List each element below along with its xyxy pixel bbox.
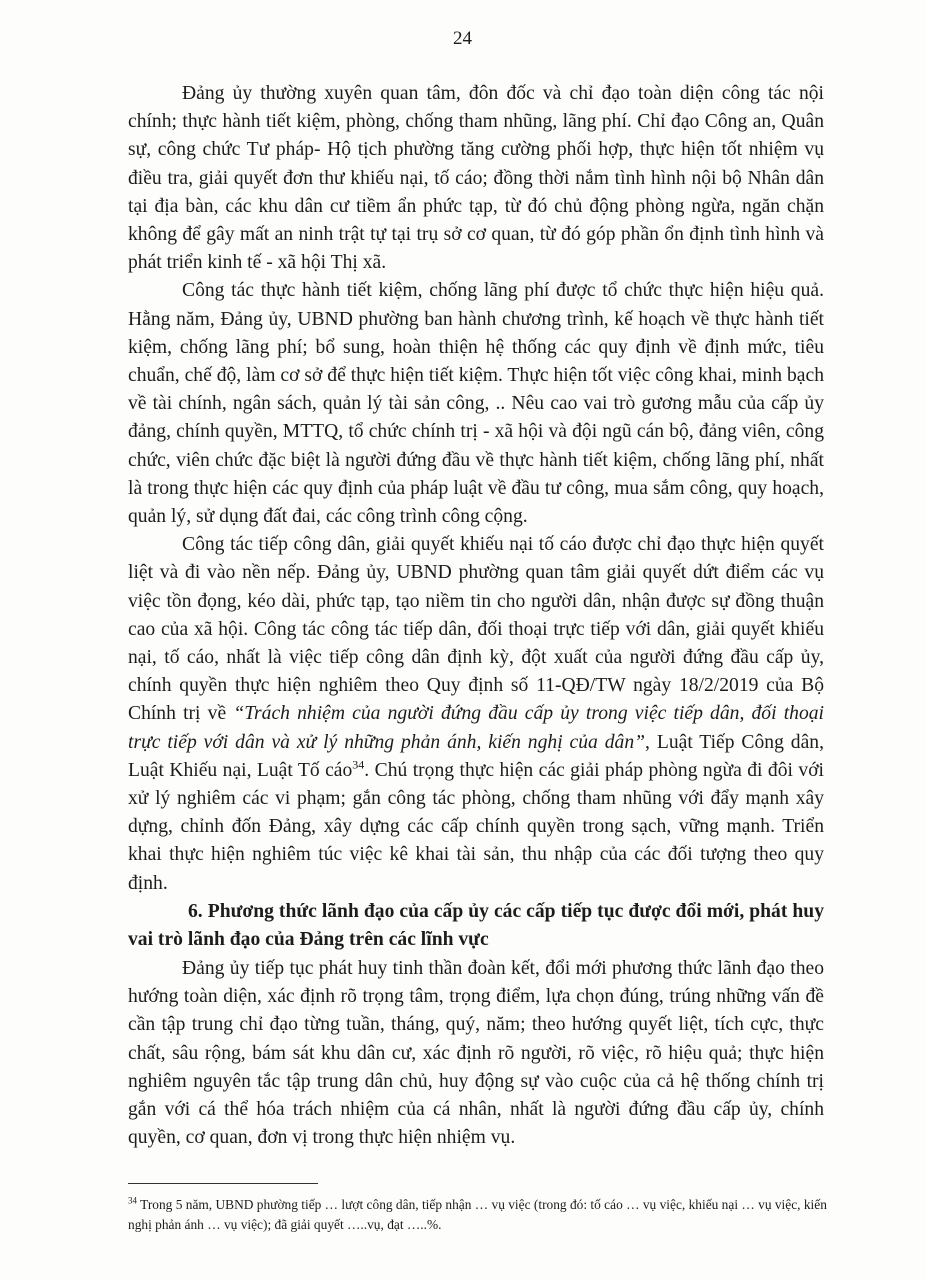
footnote-reference[interactable]: 34 — [352, 757, 365, 772]
page-number: 24 — [453, 28, 472, 49]
footnote — [128, 1195, 828, 1235]
footnote-number: 34 — [128, 1195, 137, 1206]
paragraph-internal-affairs: Đảng ủy thường xuyên quan tâm, đôn đốc và chỉ đạo toàn diện công tác nội chính; thực hành tiết kiệm, phòng, chống tham nhũng, lãng phí. Chỉ đạo Công an, Quân sự, công chức Tư pháp- Hộ tịch phường tăng cường phối hợp, thực hiện tốt nhiệm vụ điều tra, giải quyết đơn thư khiếu nại, tố cáo; đồng thời nắm tình hình nội bộ Nhân dân tại địa bàn, các khu dân cư tiềm ẩn phức tạp, từ đó chủ động phòng ngừa, ngăn chặn không để gây mất an ninh trật tự tại trụ sở cơ quan, từ đó góp phần ổn định tình hình và phát triển kinh tế - xã hội Thị xã. — [128, 83, 824, 274]
regulation-quote: “Trách nhiệm của người đứng đầu cấp ủy trong việc tiếp dân, đối thoại trực tiếp với dân và xử lý những phản ánh, kiến nghị của dân” — [128, 703, 824, 753]
footnote-text: Trong 5 năm, UBND phường tiếp … lượt công dân, tiếp nhận … vụ việc (trong đó: tố cáo … vụ việc, khiếu nại … vụ việc, kiến nghị phản ánh … vụ việc); đã giải quyết …..vụ, đạt …..%. — [128, 1197, 827, 1232]
laws-list: , Luật Tiếp Công dân, Luật Khiếu nại, Luật Tố cáo — [128, 731, 824, 781]
paragraph-leadership-method: Đảng ủy tiếp tục phát huy tinh thần đoàn kết, đổi mới phương thức lãnh đạo theo hướng toàn diện, xác định rõ trọng tâm, trọng điểm, lựa chọn đúng, trúng những vấn đề cần tập trung chỉ đạo từng tuần, tháng, quý, năm; theo hướng quyết liệt, tích cực, thực chất, sâu rộng, bám sát khu dân cư, xác định rõ người, rõ việc, rõ hiệu quả; thực hiện nghiêm nguyên tắc tập trung dân chủ, huy động sự vào cuộc của cả hệ thống chính trị gắn với cá thể hóa trách nhiệm của cá nhân, nhất là người đứng đầu cấp ủy, chính quyền, cơ quan, đơn vị trong thực hiện nhiệm vụ. — [128, 957, 824, 1149]
citizen-reception-text: Công tác tiếp công dân, giải quyết khiếu nại tố cáo được chỉ đạo thực hiện quyết liệt và đi vào nền nếp. Đảng ủy, UBND phường quan tâm giải quyết dứt điểm các vụ việc tồn đọng, kéo dài, phức tạp, tạo niềm tin cho người dân, nhận được sự đồng thuận cao của xã hội. Công tác công tác tiếp dân, đối thoại trực tiếp với dân, giải quyết khiếu nại, tố cáo, nhất là việc tiếp công dân định kỳ, đột xuất của người đứng đầu cấp ủy, chính quyền thực hiện nghiêm theo Quy định số 11-QĐ/TW ngày 18/2/2019 của Bộ Chính trị về — [128, 534, 824, 725]
footnote-divider — [128, 1183, 318, 1184]
body-text — [128, 80, 824, 1152]
citizen-reception-ending: . Chú trọng thực hiện các giải pháp phòng ngừa đi đôi với xử lý nghiêm các vi phạm; gắn công tác phòng, chống tham nhũng với đẩy mạnh xây dựng, chỉnh đốn Đảng, xây dựng các cấp chính quyền trong sạch, vững mạnh. Triển khai thực hiện nghiêm túc việc kê khai tài sản, thu nhập của các đối tượng theo quy định. — [128, 759, 824, 894]
section-heading: 6. Phương thức lãnh đạo của cấp ủy các cấp tiếp tục được đổi mới, phát huy vai trò lãnh đạo của Đảng trên các lĩnh vực — [128, 900, 824, 951]
paragraph-thrift-practice: Công tác thực hành tiết kiệm, chống lãng phí được tổ chức thực hiện hiệu quả. Hằng năm, Đảng ủy, UBND phường ban hành chương trình, kế hoạch về thực hành tiết kiệm, chống lãng phí; bổ sung, hoàn thiện hệ thống các quy định về định mức, tiêu chuẩn, chế độ, làm cơ sở để thực hiện tiết kiệm. Thực hiện tốt việc công khai, minh bạch về tài chính, ngân sách, quản lý tài sản công, .. Nêu cao vai trò gương mẫu của cấp ủy đảng, chính quyền, MTTQ, tổ chức chính trị - xã hội và đội ngũ cán bộ, đảng viên, công chức, viên chức đặc biệt là người đứng đầu về thực hành tiết kiệm, chống lãng phí, nhất là trong thực hiện các quy định của pháp luật về đầu tư công, mua sắm công, quy hoạch, quản lý, sử dụng đất đai, các công trình công cộng. — [128, 280, 824, 528]
paragraph-citizen-reception — [128, 531, 824, 898]
